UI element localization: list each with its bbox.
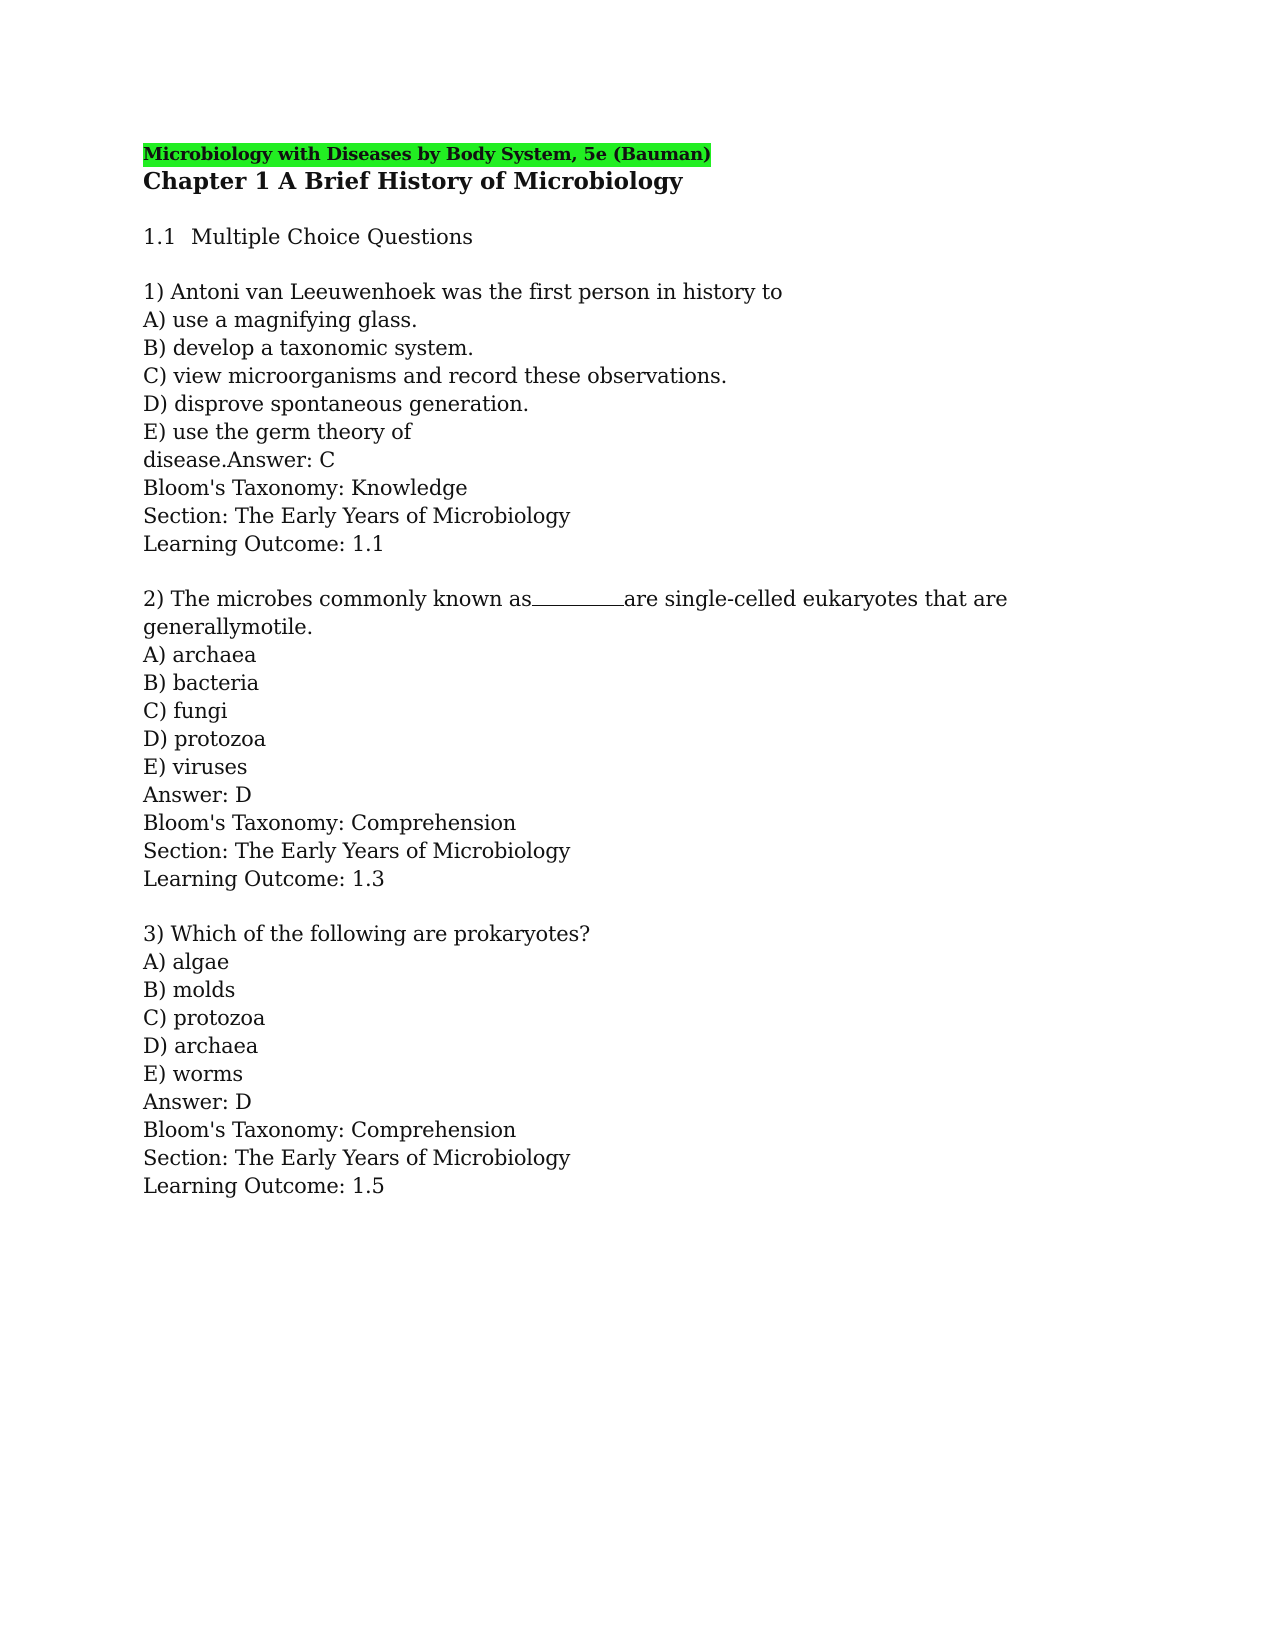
learning-outcome: Learning Outcome: 1.5 <box>143 1174 385 1198</box>
question-section: Section: The Early Years of Microbiology <box>143 839 571 863</box>
option-c: C) protozoa <box>143 1006 266 1030</box>
option-c: C) fungi <box>143 699 228 723</box>
option-b: B) molds <box>143 978 236 1002</box>
blooms-taxonomy: Bloom's Taxonomy: Comprehension <box>143 1118 517 1142</box>
question-stem: 3) Which of the following are prokaryotes? <box>143 922 591 946</box>
answer: Answer: D <box>143 1090 252 1114</box>
answer: disease.Answer: C <box>143 448 336 472</box>
section-number: 1.1 <box>143 225 177 249</box>
document-page <box>143 143 1143 1200</box>
fill-in-blank <box>532 587 624 606</box>
question-section: Section: The Early Years of Microbiology <box>143 504 571 528</box>
option-e: E) viruses <box>143 755 248 779</box>
stem-before-blank: 2) The microbes commonly known as <box>143 587 532 611</box>
learning-outcome: Learning Outcome: 1.3 <box>143 867 385 891</box>
question-stem: 1) Antoni van Leeuwenhoek was the first person in history to <box>143 280 783 304</box>
book-title: Microbiology with Diseases by Body System, 5e (Bauman) <box>143 144 712 165</box>
learning-outcome: Learning Outcome: 1.1 <box>143 532 385 556</box>
option-a: A) archaea <box>143 643 257 667</box>
question-3 <box>143 920 1143 1200</box>
option-e: E) use the germ theory of <box>143 420 412 444</box>
option-d: D) archaea <box>143 1034 259 1058</box>
option-a: A) algae <box>143 950 230 974</box>
chapter-title: Chapter 1 A Brief History of Microbiology <box>143 168 683 195</box>
answer: Answer: D <box>143 783 252 807</box>
question-section: Section: The Early Years of Microbiology <box>143 1146 571 1170</box>
option-b: B) develop a taxonomic system. <box>143 336 474 360</box>
question-1 <box>143 278 1143 558</box>
section-heading <box>143 223 1143 251</box>
option-b: B) bacteria <box>143 671 259 695</box>
question-stem-continued: generallymotile. <box>143 615 314 639</box>
question-stem <box>143 585 1143 613</box>
blooms-taxonomy: Bloom's Taxonomy: Comprehension <box>143 811 517 835</box>
stem-after-blank: are single-celled eukaryotes that are <box>623 587 1008 611</box>
option-c: C) view microorganisms and record these observations. <box>143 364 728 388</box>
section-title: Multiple Choice Questions <box>191 225 474 249</box>
blooms-taxonomy: Bloom's Taxonomy: Knowledge <box>143 476 468 500</box>
question-2 <box>143 585 1143 893</box>
option-a: A) use a magnifying glass. <box>143 308 418 332</box>
option-e: E) worms <box>143 1062 243 1086</box>
option-d: D) disprove spontaneous generation. <box>143 392 530 416</box>
option-d: D) protozoa <box>143 727 266 751</box>
